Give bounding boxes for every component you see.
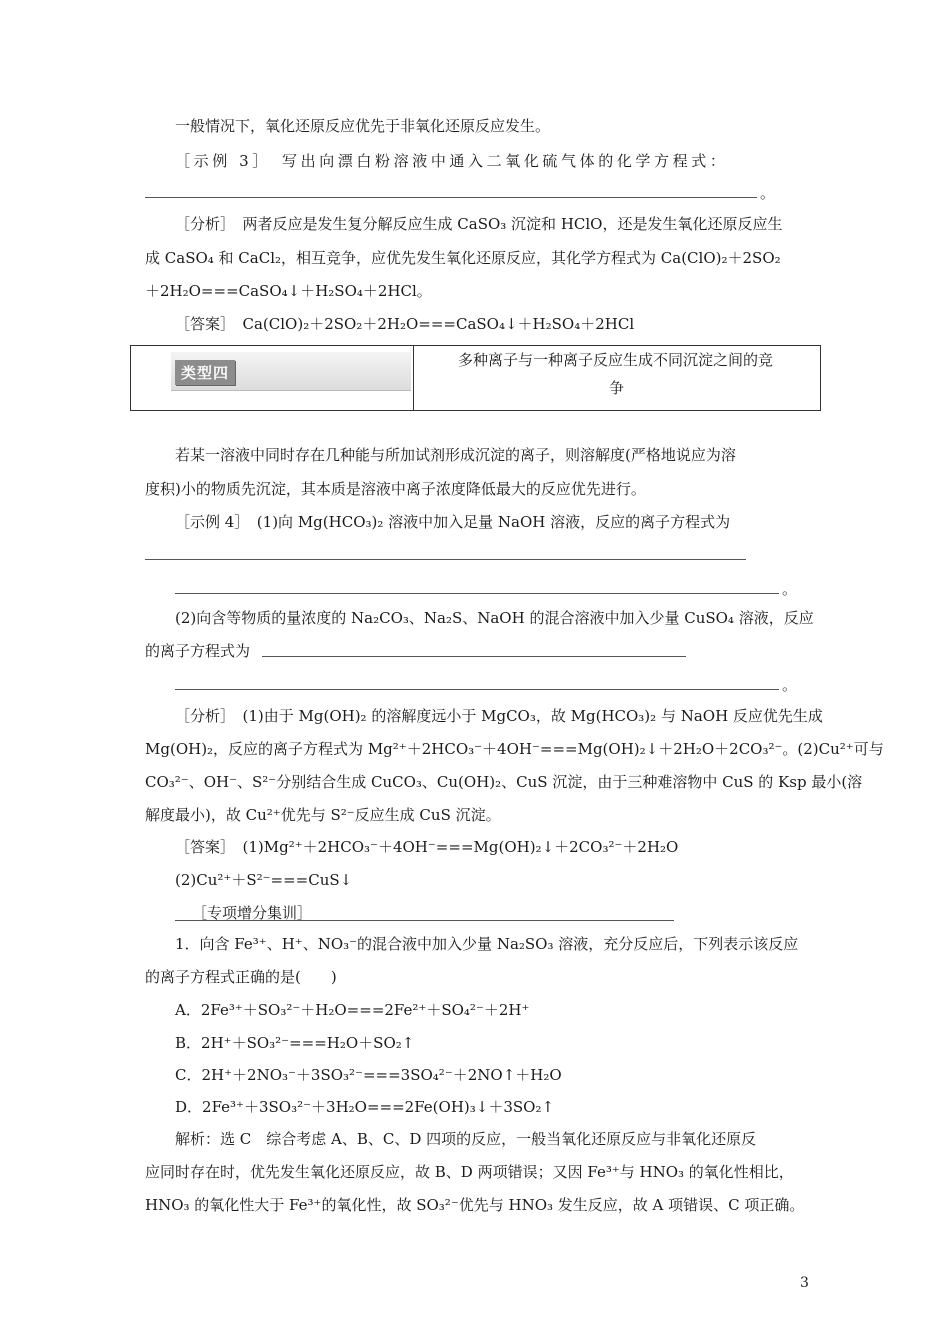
training-section-title: ［专项增分集训］ [192, 904, 313, 922]
blank-end-mark: 。 [782, 676, 798, 694]
example-3-question: ［示例 3］ 写出向漂白粉溶液中通入二氧化硫气体的化学方程式： [175, 152, 729, 170]
analysis-3-line-3: ＋2H₂O===CaSO₄↓＋H₂SO₄＋2HCl。 [145, 282, 432, 300]
blank-end-mark: 。 [782, 580, 798, 598]
blank-end-mark: 。 [760, 184, 776, 202]
answer-blank-line [145, 197, 757, 198]
type-heading-box [130, 345, 821, 411]
question-1-line-2: 的离子方程式正确的是( ) [145, 968, 337, 986]
type-title-line-2: 争 [609, 379, 625, 397]
type-badge-cell [131, 346, 414, 410]
example-4-question-2a: (2)向含等物质的量浓度的 Na₂CO₃、Na₂S、NaOH 的混合溶液中加入少量 CuSO₄ 溶液，反应 [175, 609, 814, 627]
analysis-4-line-4: 解度最小)，故 Cu²⁺优先与 S²⁻反应生成 CuS 沉淀。 [145, 806, 501, 824]
option-b: B．2H⁺＋SO₃²⁻===H₂O＋SO₂↑ [175, 1034, 415, 1052]
answer-4-part-1: ［答案］ (1)Mg²⁺＋2HCO₃⁻＋4OH⁻===Mg(OH)₂↓＋2CO₃²⁻＋2H₂O [175, 838, 679, 856]
option-a: A．2Fe³⁺＋SO₃²⁻＋H₂O===2Fe²⁺＋SO₄²⁻＋2H⁺ [175, 1001, 530, 1019]
answer-3: ［答案］ Ca(ClO)₂＋2SO₂＋2H₂O===CaSO₄↓＋H₂SO₄＋2HCl [175, 315, 635, 333]
option-d: D．2Fe³⁺＋3SO₃²⁻＋3H₂O===2Fe(OH)₃↓＋3SO₂↑ [175, 1098, 555, 1116]
rule-paragraph-line-2: 度积)小的物质先沉淀，其本质是溶液中离子浓度降低最大的反应优先进行。 [145, 480, 646, 498]
solution-line-2: 应同时存在时，优先发生氧化还原反应，故 B、D 两项错误；又因 Fe³⁺与 HNO₃ 的氧化性相比， [145, 1163, 794, 1181]
analysis-3-line-2: 成 CaSO₄ 和 CaCl₂，相互竞争，应优先发生氧化还原反应，其化学方程式为 Ca(ClO)₂＋2SO₂ [145, 249, 781, 267]
rule-paragraph-line-1: 若某一溶液中同时存在几种能与所加试剂形成沉淀的离子，则溶解度(严格地说应为溶 [175, 446, 736, 464]
option-c: C．2H⁺＋2NO₃⁻＋3SO₃²⁻===3SO₄²⁻＋2NO↑＋H₂O [175, 1066, 562, 1084]
analysis-4-line-2: Mg(OH)₂，反应的离子方程式为 Mg²⁺＋2HCO₃⁻＋4OH⁻===Mg(OH)₂↓＋2H₂O＋2CO₃²⁻。(2)Cu²⁺可与 [145, 740, 884, 758]
example-4-question-2b: 的离子方程式为 [145, 642, 251, 660]
answer-blank-line [175, 689, 779, 690]
analysis-3-line-1: ［分析］ 两者反应是发生复分解反应生成 CaSO₃ 沉淀和 HClO，还是发生氧化还原反应生 [175, 215, 783, 233]
solution-line-3: HNO₃ 的氧化性大于 Fe³⁺的氧化性，故 SO₃²⁻优先与 HNO₃ 发生反应，故 A 项错误、C 项正确。 [145, 1196, 805, 1214]
solution-line-1: 解析：选 C 综合考虑 A、B、C、D 四项的反应，一般当氧化还原反应与非氧化还原反 [175, 1130, 757, 1148]
page-number: 3 [800, 1275, 809, 1291]
answer-4-part-2: (2)Cu²⁺＋S²⁻===CuS↓ [175, 871, 353, 889]
analysis-4-line-1: ［分析］ (1)由于 Mg(OH)₂ 的溶解度远小于 MgCO₃，故 Mg(HCO₃)₂ 与 NaOH 反应优先生成 [175, 707, 823, 725]
section-underline [175, 920, 674, 921]
intro-line: 一般情况下，氧化还原反应优先于非氧化还原反应发生。 [175, 117, 551, 135]
answer-blank-line [145, 559, 746, 560]
type-badge: 类型四 [175, 360, 235, 385]
type-title-line-1: 多种离子与一种离子反应生成不同沉淀之间的竞 [458, 351, 774, 369]
analysis-4-line-3: CO₃²⁻、OH⁻、S²⁻分别结合生成 CuCO₃、Cu(OH)₂、CuS 沉淀，由于三种难溶物中 CuS 的 Ksp 最小(溶 [145, 773, 863, 791]
question-1-line-1: 1．向含 Fe³⁺、H⁺、NO₃⁻的混合液中加入少量 Na₂SO₃ 溶液，充分反应后，下列表示该反应 [175, 935, 799, 953]
answer-blank-line [262, 656, 686, 657]
answer-blank-line [175, 593, 779, 594]
example-4-question-1: ［示例 4］ (1)向 Mg(HCO₃)₂ 溶液中加入足量 NaOH 溶液，反应的离子方程式为 [175, 513, 731, 531]
type-title-cell [414, 346, 820, 410]
